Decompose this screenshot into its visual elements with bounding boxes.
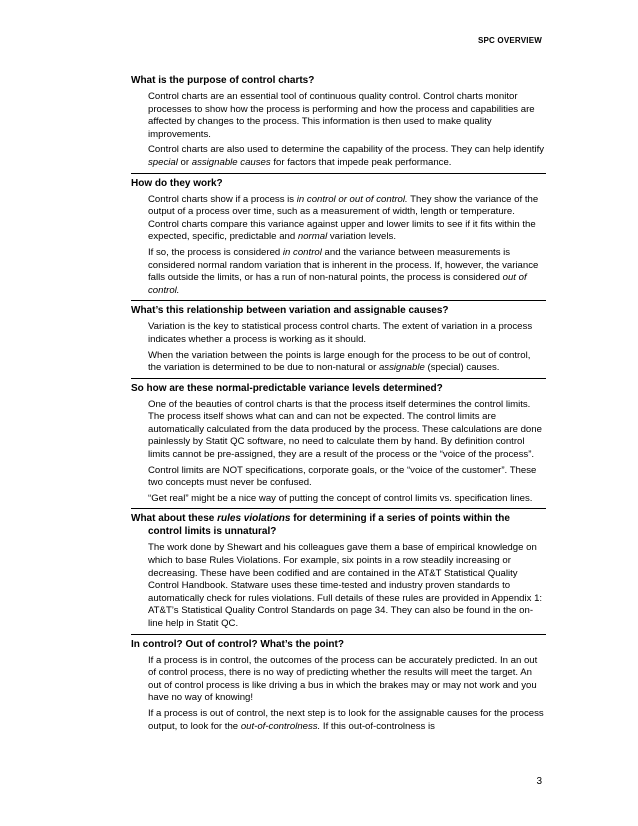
- section-divider: [131, 173, 546, 174]
- paragraph: One of the beauties of control charts is that the process itself determines the control limits. The process itself shows what can and can not be expected. The control limits are automatically calculated from the data produced by the process. These calculations are done painlessly by Statit QC software, no need to calculate them by hand. By definition control limits cannot be pre-assigned, they are a result of the process or the “voice of the process”.: [148, 398, 542, 461]
- paragraph: Control charts are also used to determine the capability of the process. They can help identify special or assignable causes for factors that impede peak performance.: [148, 144, 545, 168]
- question-heading: What is the purpose of control charts?: [131, 75, 315, 86]
- paragraph: If a process is out of control, the next step is to look for the assignable causes for the process output, to look for the out-of-controlness. If this out-of-controlness is: [148, 707, 544, 732]
- paragraph: Control charts show if a process is in control or out of control. They show the variance of the output of a process over time, such as a measurement of width, length or temperature. Control charts compare this variance against upper and lower limits to see if it fits within the expected, specific, predictable and normal variation levels.: [148, 193, 539, 243]
- paragraph: If a process is in control, the outcomes of the process can be accurately predicted. In an out of control process, there is no way of predicting whether the results will meet the target. An out of control process is like driving a bus in which the brakes may or may not work and you have no way of knowing!: [148, 654, 538, 704]
- paragraph: When the variation between the points is large enough for the process to be out of control, the variation is determined to be due to non-natural or assignable (special) causes.: [148, 349, 531, 374]
- question-heading: So how are these normal-predictable variance levels determined?: [131, 382, 443, 394]
- question-heading: What about these rules violations for determining if a series of points within the control limits is unnatural?: [131, 513, 510, 538]
- page-number: 3: [536, 776, 542, 787]
- paragraph: The work done by Shewart and his colleagues gave them a base of empirical knowledge on which to base Rules Violations. For example, six points in a row steadily increasing or decreasing. These have been codified and are contained in the AT&T Statistical Quality Control Handbook. Statware uses these time-tested and industry proven standards to automatically check for rules violations. Full details of these rules are provided in Appendix 1: AT&T’s Statistical Quality Control Standards on page 34. They can also be found in the on-line help in Statit QC.: [148, 542, 543, 629]
- section-variation: [131, 304, 546, 374]
- paragraph: Variation is the key to statistical process control charts. The extent of variation in a process indicates whether a process is working as it should.: [148, 321, 533, 345]
- paragraph: If so, the process is considered in control and the variance between measurements is considered normal random variation that is inherent in the process. If, however, the variance falls outside the limits, or has a run of non-natural points, the process is considered out of control.: [148, 246, 539, 296]
- paragraph: Control charts are an essential tool of continuous quality control. Control charts monitor processes to show how the process is performing and how the process and capabilities are affected by changes to the process. This information is then used to make quality improvements.: [148, 91, 535, 140]
- section-divider: [131, 508, 546, 509]
- document-body: [131, 74, 546, 736]
- question-heading: In control? Out of control? What’s the point?: [131, 638, 344, 650]
- section-purpose: [131, 74, 546, 170]
- section-divider: [131, 378, 546, 379]
- section-divider: [131, 300, 546, 301]
- section-variance-levels: [131, 382, 546, 506]
- question-heading: What’s this relationship between variation and assignable causes?: [131, 305, 449, 317]
- section-in-control: [131, 638, 546, 734]
- section-divider: [131, 634, 546, 635]
- paragraph: “Get real” might be a nice way of putting the concept of control limits vs. specification lines.: [148, 492, 533, 504]
- paragraph: Control limits are NOT specifications, corporate goals, or the “voice of the customer”. These two concepts must never be confused.: [148, 464, 537, 489]
- section-rules-violations: [131, 512, 546, 630]
- section-how-they-work: [131, 177, 546, 298]
- running-header: SPC OVERVIEW: [477, 36, 542, 45]
- question-heading: How do they work?: [131, 177, 223, 189]
